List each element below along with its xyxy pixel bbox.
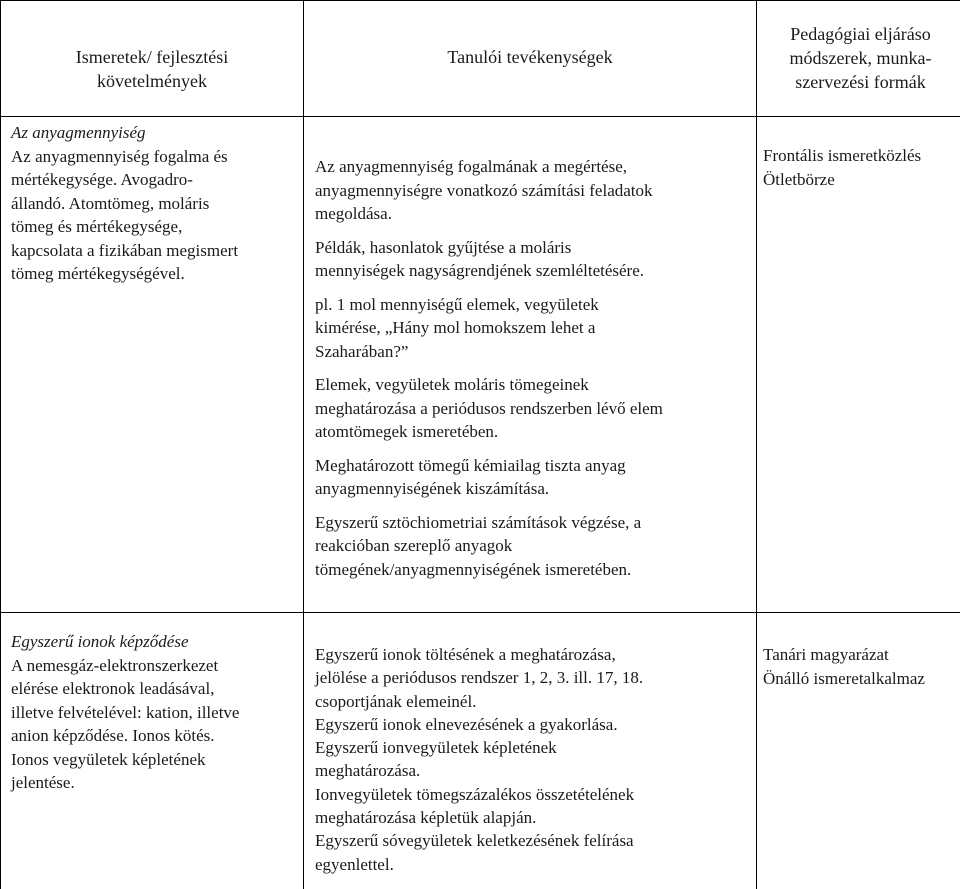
text-line: elérése elektronok leadásával,	[11, 679, 215, 698]
text-line: jelölése a periódusos rendszer 1, 2, 3. ill. 17, 18.	[315, 668, 644, 688]
header-methods-line: szervezési formák	[795, 72, 926, 92]
text-line: Az anyagmennyiség fogalma és	[11, 146, 228, 166]
text-line: mértékegysége. Avogadro-	[11, 170, 193, 189]
text-line: atomtömegek ismeretében.	[315, 422, 499, 441]
text-line: mennyiségek nagyságrendjének szemléltetésére.	[315, 261, 645, 280]
row1-competencies-cell	[11, 121, 303, 286]
table-border-top	[0, 0, 960, 1]
column-divider-2	[756, 0, 757, 889]
topic-title: Egyszerű ionok képződése	[11, 632, 189, 651]
text-line: anyagmennyiségének kiszámítása.	[315, 479, 550, 498]
column-divider-1	[303, 0, 304, 889]
row-divider	[0, 612, 960, 613]
activity-paragraph	[315, 373, 756, 444]
text-line: Egyszerű ionok elnevezésének a gyakorlása.	[315, 714, 618, 734]
text-line: meghatározása képletük alapján.	[315, 808, 537, 828]
activity-paragraph	[315, 236, 756, 283]
text-line: anyagmennyiségre vonatkozó számítási feladatok	[315, 180, 653, 200]
row1-methods-cell	[763, 144, 960, 191]
text-line: Egyszerű sztöchiometriai számítások végzése, a	[315, 512, 642, 532]
text-line: Meghatározott tömegű kémiailag tiszta anyag	[315, 455, 626, 475]
text-line: Az anyagmennyiség fogalmának a megértése,	[315, 157, 628, 176]
text-line: Példák, hasonlatok gyűjtése a moláris	[315, 237, 572, 257]
header-competencies-line: Ismeretek/ fejlesztési	[75, 47, 229, 67]
text-line: illetve felvételével: kation, illetve	[11, 702, 240, 722]
header-cell-competencies	[1, 45, 303, 93]
activity-paragraph	[315, 511, 756, 582]
text-line: meghatározása.	[315, 761, 421, 781]
text-line: tömeg és mértékegysége,	[11, 217, 183, 236]
header-methods-line: módszerek, munka-	[789, 48, 932, 68]
text-line: Egyszerű ionvegyületek képletének	[315, 738, 557, 758]
activity-paragraph	[315, 155, 756, 226]
activity-paragraph	[315, 293, 756, 364]
text-line: anion képződése. Ionos kötés.	[11, 726, 215, 745]
activity-paragraph	[315, 454, 756, 501]
text-line: egyenlettel.	[315, 854, 394, 874]
header-cell-methods	[757, 22, 960, 94]
row2-methods-cell	[763, 643, 960, 690]
row1-activities-cell	[315, 155, 756, 591]
text-line: Egyszerű sóvegyületek keletkezésének felírása	[315, 831, 634, 851]
header-methods-line: Pedagógiai eljáráso	[790, 24, 931, 44]
row2-competencies-cell	[11, 630, 303, 795]
text-line: kimérése, „Hány mol homokszem lehet a	[315, 318, 596, 337]
text-line: Ionvegyületek tömegszázalékos összetételének	[315, 784, 635, 804]
text-line: Önálló ismeretalkalmaz	[763, 668, 925, 688]
row2-activities-cell	[315, 643, 756, 876]
text-line: állandó. Atomtömeg, moláris	[11, 193, 210, 213]
text-line: kapcsolata a fizikában megismert	[11, 240, 239, 260]
header-activities-label: Tanulói tevékenységek	[447, 47, 613, 67]
header-competencies-line: követelmények	[97, 71, 207, 91]
text-line: tömegének/anyagmennyiségének ismeretében.	[315, 559, 632, 579]
text-line: megoldása.	[315, 204, 392, 223]
text-line: Ionos vegyületek képletének	[11, 749, 206, 769]
text-line: jelentése.	[11, 773, 75, 792]
text-line: Tanári magyarázat	[763, 645, 889, 664]
text-line: meghatározása a periódusos rendszerben lévő elem	[315, 398, 663, 418]
header-cell-activities	[304, 45, 756, 69]
text-line: Elemek, vegyületek moláris tömegeinek	[315, 375, 589, 394]
text-line: reakcióban szereplő anyagok	[315, 536, 513, 555]
text-line: Szaharában?”	[315, 341, 409, 361]
table-border-left	[0, 0, 1, 889]
text-line: Egyszerű ionok töltésének a meghatározása,	[315, 645, 616, 664]
text-line: pl. 1 mol mennyiségű elemek, vegyületek	[315, 294, 599, 314]
text-line: csoportjának elemeinél.	[315, 691, 477, 711]
topic-title: Az anyagmennyiség	[11, 123, 146, 142]
text-line: A nemesgáz-elektronszerkezet	[11, 655, 219, 675]
text-line: tömeg mértékegységével.	[11, 264, 185, 283]
text-line: Frontális ismeretközlés	[763, 146, 922, 165]
header-row-divider	[0, 116, 960, 117]
text-line: Ötletbörze	[763, 169, 835, 189]
